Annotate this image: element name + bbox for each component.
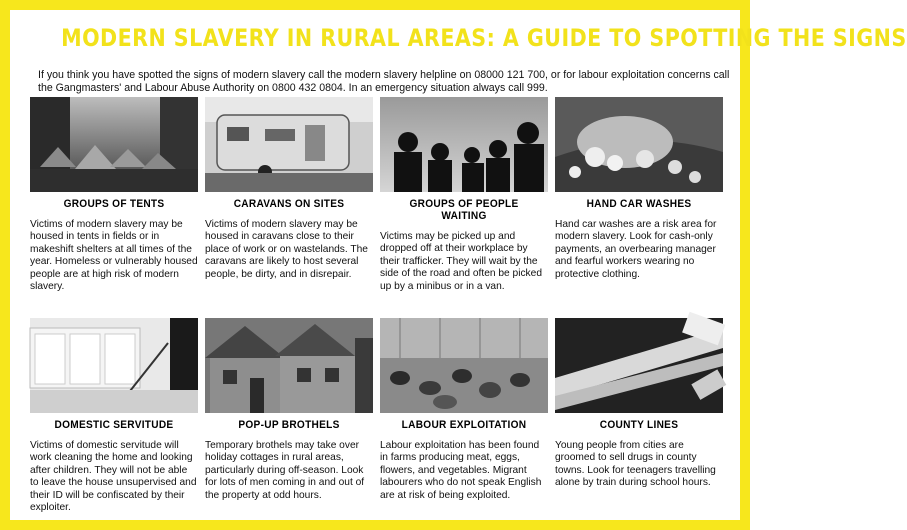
card-heading: POP-UP BROTHELS <box>238 419 340 431</box>
cottage-photo <box>205 318 373 413</box>
drugs-photo <box>555 318 723 413</box>
card-heading: CARAVANS ON SITES <box>233 198 345 210</box>
card-heading: DOMESTIC SERVITUDE <box>54 419 174 431</box>
card-text: Victims of modern slavery may be housed in tents in fields or in makeshift shelters at all times of the year. Homeless or vulnerably housed people are at high risk of modern slavery. <box>30 219 198 293</box>
card-labour-exploitation <box>380 318 548 502</box>
car-wash-photo <box>555 97 723 192</box>
card-heading: LABOUR EXPLOITATION <box>401 419 527 431</box>
intro-text: If you think you have spotted the signs of modern slavery call the modern slavery helpline on 08000 121 700, or for labour exploitation concerns call the Gangmasters' and Labour Abuse Authority on 0800 432 0804. In an emergency situation always call 999. <box>38 69 730 94</box>
card-text: Victims of modern slavery may be housed in caravans close to their place of work or on wastelands. The caravans are likely to host several people, be dirty, and in disrepair. <box>205 219 368 280</box>
card-text: Labour exploitation has been found in farms producing meat, eggs, flowers, and vegetables. Migrant labourers who do not speak English are at risk of being exploited. <box>380 440 542 501</box>
chickens-photo <box>380 318 548 413</box>
card-pop-up-brothels <box>205 318 373 502</box>
tents-photo <box>30 97 198 192</box>
card-text: Hand car washes are a risk area for modern slavery. Look for cash-only payments, an overbearing manager and fearful workers wearing no protective clothing. <box>555 219 717 280</box>
domestic-photo <box>30 318 198 413</box>
card-text: Temporary brothels may take over holiday cottages in rural areas, particularly during off-season. Look for lots of men coming in and out of the property at odd hours. <box>205 440 365 501</box>
card-text: Victims may be picked up and dropped off at their workplace by their trafficker. They will wait by the side of the road and often be picked up by a minibus or in a van. <box>380 231 542 292</box>
card-text: Victims of domestic servitude will work cleaning the home and looking after children. They will not be able to leave the house unsupervised and their ID will be confiscated by their exploiter. <box>30 440 197 514</box>
card-domestic-servitude <box>30 318 198 514</box>
card-hand-car-washes <box>555 97 723 281</box>
card-groups-of-tents <box>30 97 198 293</box>
people-waiting-photo <box>380 97 548 192</box>
card-heading: GROUPS OF TENTS <box>63 198 165 210</box>
card-heading: HAND CAR WASHES <box>586 198 692 210</box>
caravan-photo <box>205 97 373 192</box>
card-heading: GROUPS OF PEOPLE WAITING <box>409 198 519 222</box>
card-caravans-on-sites <box>205 97 373 281</box>
card-heading: COUNTY LINES <box>599 419 679 431</box>
card-text: Young people from cities are groomed to sell drugs in county towns. Look for teenagers travelling alone by train during school hours. <box>555 440 716 489</box>
poster-title: MODERN SLAVERY IN RURAL AREAS: A GUIDE TO SPOTTING THE SIGNS <box>61 24 907 52</box>
card-county-lines <box>555 318 723 490</box>
card-groups-of-people-waiting <box>380 97 548 293</box>
